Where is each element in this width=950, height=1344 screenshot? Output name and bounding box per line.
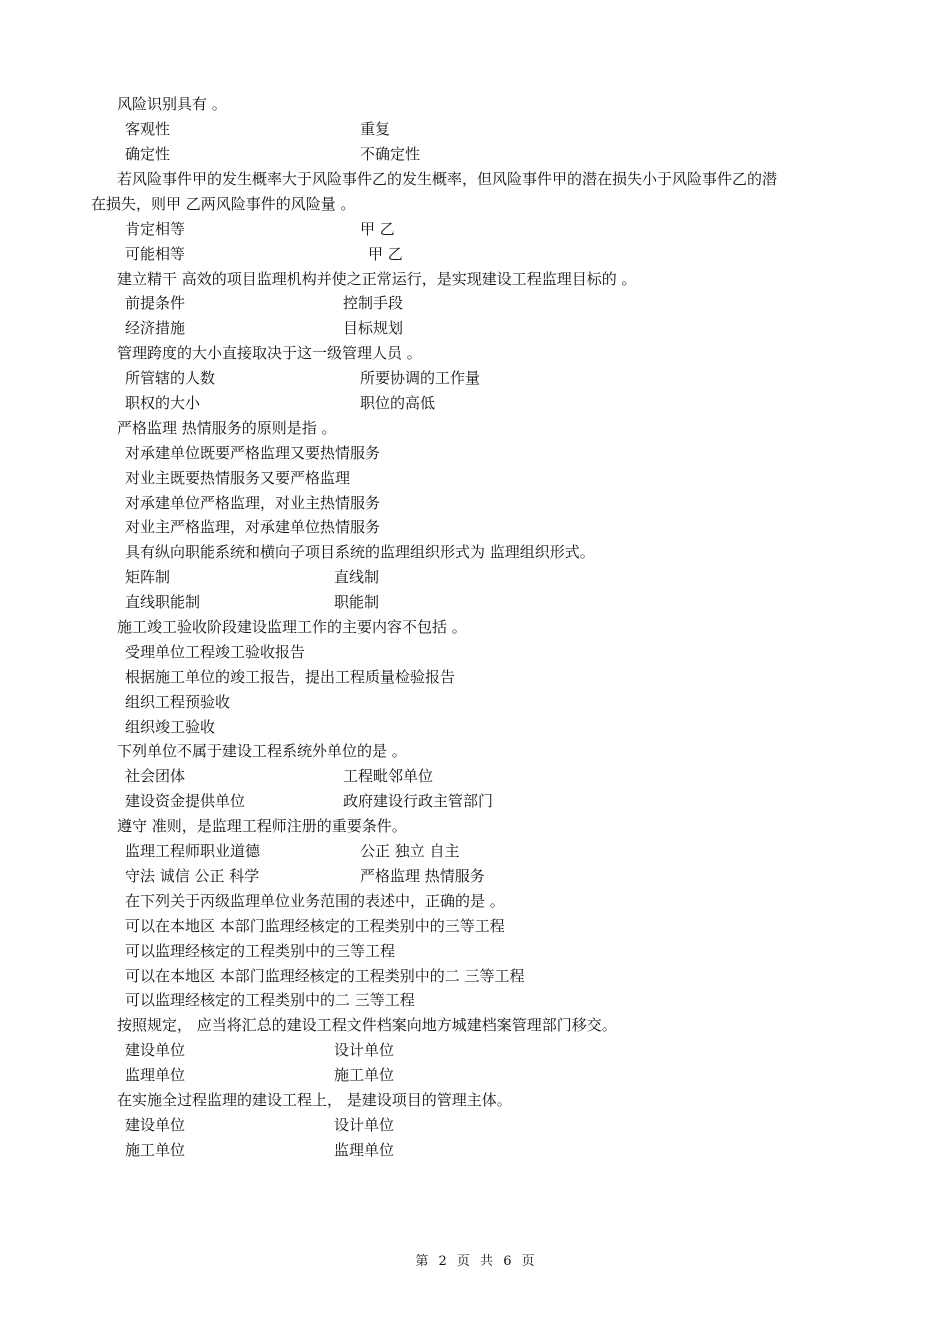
- option: 职权的大小: [125, 394, 201, 412]
- option: 不确定性: [360, 145, 421, 163]
- option: 建设单位: [125, 1116, 186, 1134]
- option: 可以在本地区 本部门监理经核定的工程类别中的二 三等工程: [125, 967, 525, 985]
- option: 施工单位: [125, 1141, 186, 1159]
- page-number: 第 2 页 共 6 页: [415, 1254, 535, 1269]
- option: 甲 乙: [368, 245, 403, 263]
- option: 监理单位: [125, 1066, 186, 1084]
- option: 严格监理 热情服务: [360, 867, 485, 885]
- option: 建设资金提供单位: [125, 792, 246, 810]
- option: 前提条件: [125, 294, 186, 312]
- question-stem: 遵守 准则，是监理工程师注册的重要条件。: [117, 817, 407, 835]
- question-stem: 若风险事件甲的发生概率大于风险事件乙的发生概率，但风险事件甲的潜在损失小于风险事件乙的潜: [117, 170, 778, 188]
- option: 职能制: [334, 593, 380, 611]
- option: 可以在本地区 本部门监理经核定的工程类别中的三等工程: [125, 917, 505, 935]
- option: 监理工程师职业道德: [125, 842, 261, 860]
- option: 对承建单位既要严格监理又要热情服务: [125, 444, 381, 462]
- option: 直线职能制: [125, 593, 201, 611]
- option: 可以监理经核定的工程类别中的三等工程: [125, 942, 396, 960]
- question-stem: 严格监理 热情服务的原则是指 。: [117, 419, 337, 437]
- question-stem: 在实施全过程监理的建设工程上， 是建设项目的管理主体。: [117, 1091, 512, 1109]
- option: 控制手段: [343, 294, 404, 312]
- question-stem: 管理跨度的大小直接取决于这一级管理人员 。: [117, 344, 422, 362]
- option: 目标规划: [343, 319, 404, 337]
- option: 公正 独立 自主: [360, 842, 460, 860]
- option: 对承建单位严格监理，对业主热情服务: [125, 494, 381, 512]
- option: 监理单位: [334, 1141, 395, 1159]
- option: 职位的高低: [360, 394, 436, 412]
- question-stem: 在下列关于丙级监理单位业务范围的表述中，正确的是 。: [125, 892, 505, 910]
- option: 重复: [360, 120, 391, 138]
- option: 确定性: [125, 145, 171, 163]
- option: 直线制: [334, 568, 380, 586]
- question-stem: 按照规定， 应当将汇总的建设工程文件档案向地方城建档案管理部门移交。: [117, 1016, 617, 1034]
- question-stem: 施工竣工验收阶段建设监理工作的主要内容不包括 。: [117, 618, 467, 636]
- option: 工程毗邻单位: [343, 767, 434, 785]
- option: 客观性: [125, 120, 171, 138]
- option: 对业主既要热情服务又要严格监理: [125, 469, 351, 487]
- option: 可能相等: [125, 245, 186, 263]
- option: 所要协调的工作量: [360, 369, 481, 387]
- option: 守法 诚信 公正 科学: [125, 867, 260, 885]
- option: 所管辖的人数: [125, 369, 216, 387]
- option: 组织竣工验收: [125, 718, 216, 736]
- question-stem: 具有纵向职能系统和横向子项目系统的监理组织形式为 监理组织形式。: [125, 543, 595, 561]
- option: 对业主严格监理，对承建单位热情服务: [125, 518, 381, 536]
- option: 肯定相等: [125, 220, 186, 238]
- option: 施工单位: [334, 1066, 395, 1084]
- question-stem: 下列单位不属于建设工程系统外单位的是 。: [117, 742, 407, 760]
- question-stem: 建立精干 高效的项目监理机构并使之正常运行，是实现建设工程监理目标的 。: [117, 270, 637, 288]
- option: 甲 乙: [360, 220, 395, 238]
- option: 可以监理经核定的工程类别中的二 三等工程: [125, 991, 415, 1009]
- option: 设计单位: [334, 1041, 395, 1059]
- option: 根据施工单位的竣工报告，提出工程质量检验报告: [125, 668, 456, 686]
- option: 社会团体: [125, 767, 186, 785]
- option: 政府建设行政主管部门: [343, 792, 494, 810]
- option: 矩阵制: [125, 568, 171, 586]
- option: 组织工程预验收: [125, 693, 231, 711]
- option: 设计单位: [334, 1116, 395, 1134]
- question-stem: 风险识别具有 。: [117, 95, 227, 113]
- option: 受理单位工程竣工验收报告: [125, 643, 306, 661]
- option: 建设单位: [125, 1041, 186, 1059]
- question-stem-continued: 在损失，则甲 乙两风险事件的风险量 。: [91, 195, 356, 213]
- option: 经济措施: [125, 319, 186, 337]
